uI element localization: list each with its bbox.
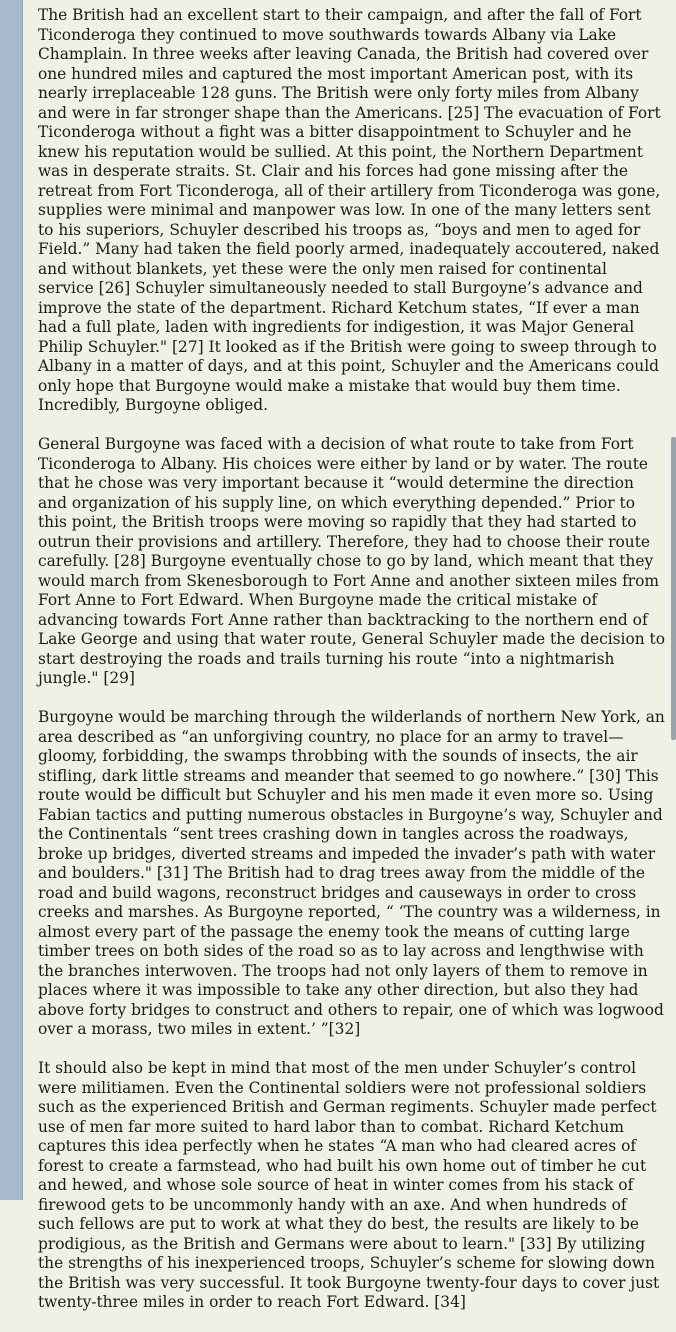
scrollbar-thumb[interactable] [671,437,676,740]
article-body [38,6,666,1332]
article-paragraph: It should also be kept in mind that most of the men under Schuyler’s control were militiamen. Even the Continental soldiers were not professional soldiers such as the experienced British and German regiments. Schuyler made perfect use of men far more suited to hard labor than to combat. Richard Ketchum captures this idea perfectly when he states “A man who had cleared acres of forest to create a farmstead, who had built his own home out of timber he cut and hewed, and whose sole source of heat in winter comes from his stack of firewood gets to be uncommonly handy with an axe. And when hundreds of such fellows are put to work at what they do best, the results are likely to be prodigious, as the British and Germans were about to learn." [33] By utilizing the strengths of his inexperienced troops, Schuyler’s scheme for slowing down the British was very successful. It took Burgoyne twenty-four days to cover just twenty-three miles in order to reach Fort Edward. [34] [38,1059,660,1311]
vertical-scrollbar[interactable] [670,0,676,1200]
article-paragraph: General Burgoyne was faced with a decision of what route to take from Fort Ticonderoga to Albany. His choices were either by land or by water. The route that he chose was very important because it “would determine the direction and organization of his supply line, on which everything depended.” Prior to this point, the British troops were moving so rapidly that they had started to outrun their provisions and artillery. Therefore, they had to choose their route carefully. [28] Burgoyne eventually chose to go by land, which meant that they would march from Skenesborough to Fort Anne and another sixteen miles from Fort Anne to Fort Edward. When Burgoyne made the critical mistake of advancing towards Fort Anne rather than backtracking to the northern end of Lake George and using that water route, General Schuyler made the decision to start destroying the roads and trails turning his route “into a nightmarish jungle." [29] [38,435,665,687]
article-paragraph: The British had an excellent start to their campaign, and after the fall of Fort Ticonderoga they continued to move southwards towards Albany via Lake Champlain. In three weeks after leaving Canada, the British had covered over one hundred miles and captured the most important American post, with its nearly irreplaceable 128 guns. The British were only forty miles from Albany and were in far stronger shape than the Americans. [25] The evacuation of Fort Ticonderoga without a fight was a bitter disappointment to Schuyler and he knew his reputation would be sullied. At this point, the Northern Department was in desperate straits. St. Clair and his forces had gone missing after the retreat from Fort Ticonderoga, all of their artillery from Ticonderoga was gone, supplies were minimal and manpower was low. In one of the many letters sent to his superiors, Schuyler described his troops as, “boys and men to aged for Field.” Many had taken the field poorly armed, inadequately accoutered, naked and without blankets, yet these were the only men raised for continental service [26] Schuyler simultaneously needed to stall Burgoyne’s advance and improve the state of the department. Richard Ketchum states, “If ever a man had a full plate, laden with ingredients for indigestion, it was Major General Philip Schuyler." [27] It looked as if the British were going to sweep through to Albany in a matter of days, and at this point, Schuyler and the Americans could only hope that Burgoyne would make a mistake that would buy them time. Incredibly, Burgoyne obliged. [38,6,661,414]
article-paragraph: Burgoyne would be marching through the wilderlands of northern New York, an area described as “an unforgiving country, no place for an army to travel—gloomy, forbidding, the swamps throbbing with the sounds of insects, the air stifling, dark little streams and meander that seemed to go nowhere.” [30] This route would be difficult but Schuyler and his men made it even more so. Using Fabian tactics and putting numerous obstacles in Burgoyne’s way, Schuyler and the Continentals “sent trees crashing down in tangles across the roadways, broke up bridges, diverted streams and impeded the invader’s path with water and boulders." [31] The British had to drag trees away from the middle of the road and build wagons, reconstruct bridges and causeways in order to cross creeks and marshes. As Burgoyne reported, “ ‘The country was a wilderness, in almost every part of the passage the enemy took the means of cutting large timber trees on both sides of the road so as to lay across and lengthwise with the branches interwoven. The troops had not only layers of them to remove in places where it was impossible to take any other direction, but also they had above forty bridges to construct and others to repair, one of which was logwood over a morass, two miles in extent.’ ”[32] [38,708,665,1038]
left-margin-bar [0,0,23,1200]
